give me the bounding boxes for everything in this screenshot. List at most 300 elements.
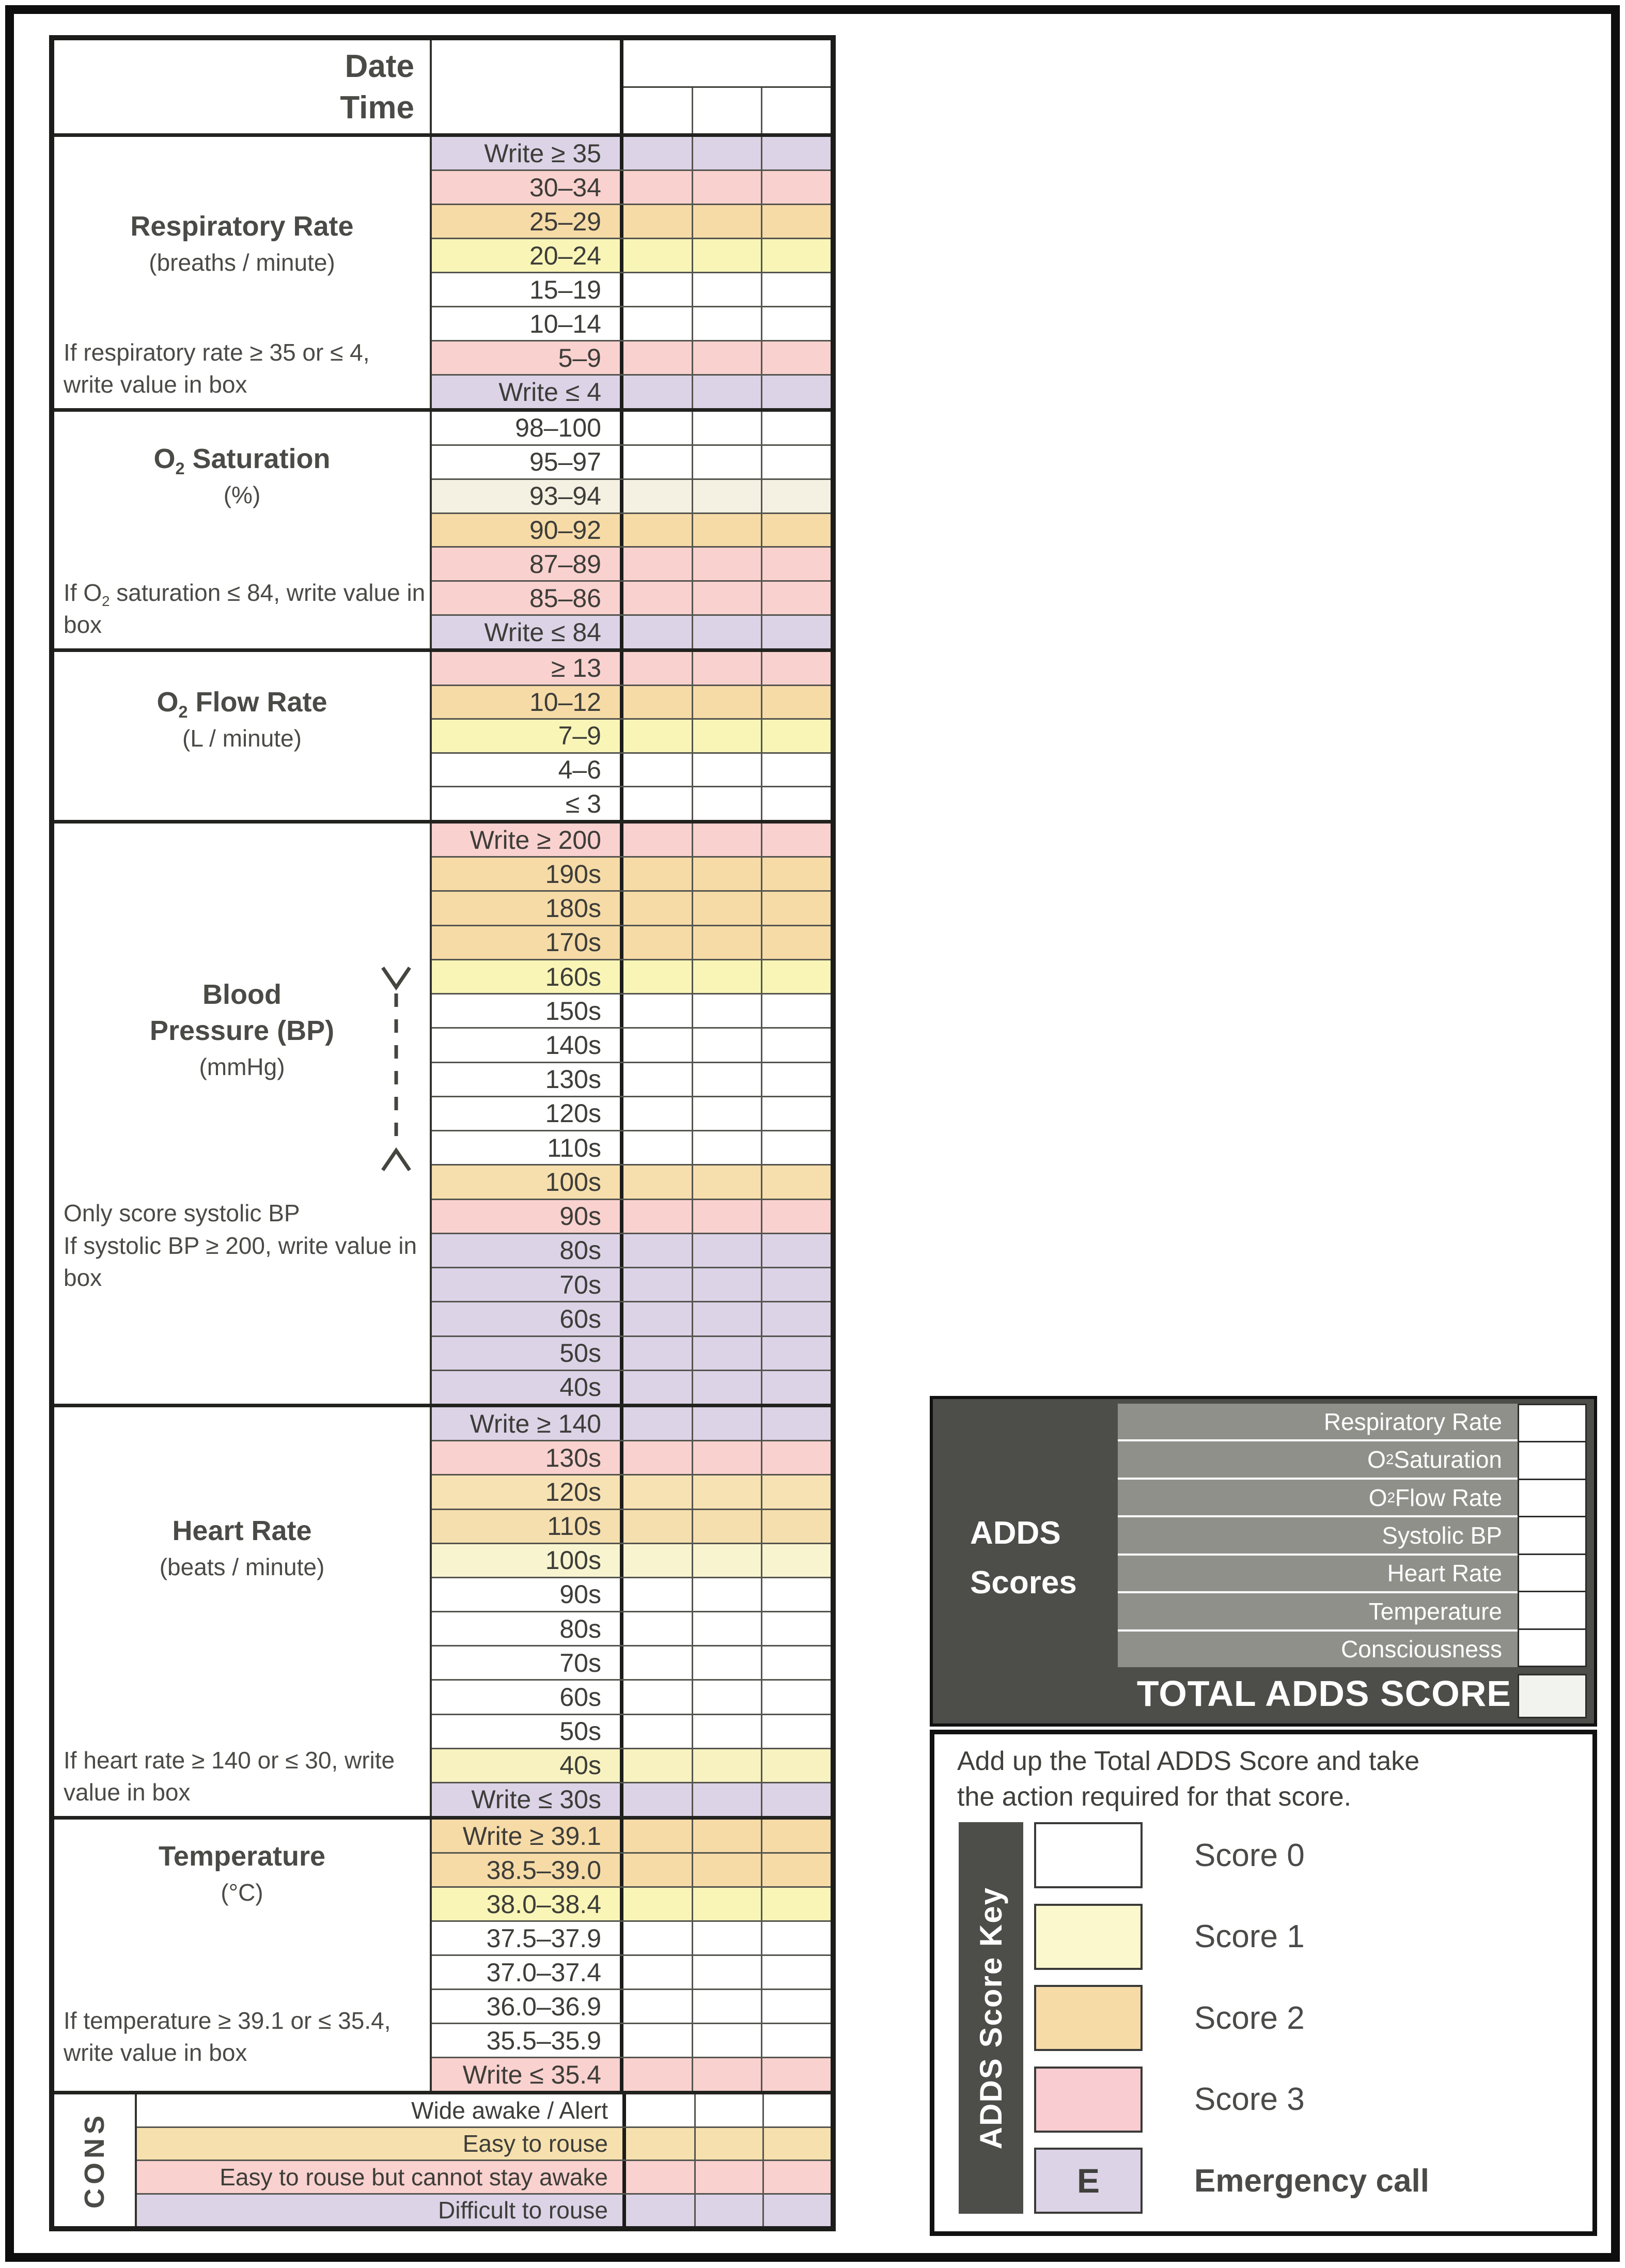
data-cell[interactable] [623, 1646, 692, 1679]
data-cell[interactable] [761, 412, 831, 444]
data-cell[interactable] [761, 686, 831, 719]
data-cell[interactable] [761, 1510, 831, 1543]
note-line: If respiratory rate ≥ 35 or ≤ 4, write value in box [64, 338, 370, 398]
data-cell[interactable] [694, 2094, 762, 2126]
data-cell[interactable] [692, 892, 761, 924]
table-row [432, 1782, 831, 1816]
adds-score-box[interactable] [1519, 1516, 1585, 1553]
data-cell[interactable] [692, 1749, 761, 1782]
adds-scores-panel [930, 1396, 1597, 1727]
data-cell[interactable] [692, 1820, 761, 1852]
data-cell[interactable] [692, 1544, 761, 1577]
data-cell[interactable] [692, 1371, 761, 1404]
data-cell[interactable] [761, 1578, 831, 1611]
data-cell[interactable] [623, 582, 692, 614]
data-cell[interactable] [623, 1234, 692, 1267]
data-cell[interactable] [761, 1234, 831, 1267]
range-label: Write ≤ 4 [432, 376, 623, 408]
data-cell[interactable] [761, 787, 831, 820]
data-cell[interactable] [692, 2058, 761, 2091]
data-cell[interactable] [623, 1475, 692, 1508]
data-cell[interactable] [761, 892, 831, 924]
data-cell[interactable] [692, 1681, 761, 1713]
data-cell[interactable] [692, 1302, 761, 1335]
date-time-labels [54, 40, 432, 133]
data-cell[interactable] [623, 376, 692, 408]
data-cell[interactable] [761, 1475, 831, 1508]
section-o2-flow-rate [54, 648, 831, 820]
table-row [432, 444, 831, 478]
data-cell[interactable] [623, 858, 692, 890]
table-row [432, 993, 831, 1027]
data-cell[interactable] [761, 1200, 831, 1233]
data-cell[interactable] [623, 1749, 692, 1782]
data-cell[interactable] [761, 1029, 831, 1061]
data-cell[interactable] [761, 824, 831, 856]
note-line: If temperature ≥ 39.1 or ≤ 35.4, write value in box [64, 2007, 391, 2067]
data-cell[interactable] [761, 1854, 831, 1886]
data-cell[interactable] [761, 1097, 831, 1130]
section-subtitle: (%) [223, 481, 261, 509]
adds-score-box[interactable] [1519, 1405, 1585, 1441]
data-cell[interactable] [623, 1407, 692, 1440]
adds-score-box[interactable] [1519, 1554, 1585, 1591]
data-cell[interactable] [692, 1646, 761, 1679]
adds-score-row-label: O 2 Flow Rate [1118, 1478, 1519, 1515]
data-cell[interactable] [761, 1166, 831, 1198]
data-cell[interactable] [761, 1715, 831, 1748]
data-cell[interactable] [761, 137, 831, 169]
data-cell[interactable] [692, 1166, 761, 1198]
section-title-block [54, 1407, 430, 1586]
data-cell[interactable] [623, 1888, 692, 1920]
data-cell[interactable] [623, 1820, 692, 1852]
data-cell[interactable] [692, 1854, 761, 1886]
data-cell[interactable] [623, 1854, 692, 1886]
range-label: 36.0–36.9 [432, 1990, 623, 2023]
data-cell[interactable] [692, 446, 761, 478]
table-row [432, 1199, 831, 1233]
data-cell[interactable] [761, 1888, 831, 1920]
data-cell[interactable] [761, 239, 831, 272]
vitals-sections [54, 133, 831, 2091]
range-label: 90s [432, 1200, 623, 1233]
table-row [432, 1543, 831, 1577]
data-cell[interactable] [692, 480, 761, 512]
data-cell[interactable] [623, 960, 692, 993]
data-cell[interactable] [692, 1578, 761, 1611]
range-label: 90–92 [432, 514, 623, 547]
data-cell[interactable] [623, 2058, 692, 2091]
data-cell[interactable] [761, 2058, 831, 2091]
range-label: 60s [432, 1302, 623, 1335]
range-label: 87–89 [432, 548, 623, 580]
data-cell[interactable] [761, 1749, 831, 1782]
table-row [432, 1714, 831, 1748]
data-cell[interactable] [623, 1783, 692, 1816]
data-cell[interactable] [761, 307, 831, 340]
range-label: 15–19 [432, 273, 623, 306]
table-row [432, 890, 831, 924]
data-cell[interactable] [692, 1475, 761, 1508]
data-cell[interactable] [692, 652, 761, 685]
section-title: $O_2$ Flow Rate [157, 687, 327, 721]
data-cell[interactable] [692, 412, 761, 444]
data-cell[interactable] [623, 307, 692, 340]
data-cell[interactable] [623, 273, 692, 306]
data-cell[interactable] [761, 205, 831, 238]
data-cell[interactable] [761, 926, 831, 959]
data-cell[interactable] [623, 1510, 692, 1543]
data-cell[interactable] [761, 1956, 831, 1989]
data-cell[interactable] [623, 1612, 692, 1645]
data-cell[interactable] [692, 205, 761, 238]
data-cell[interactable] [761, 376, 831, 408]
section-rows [432, 137, 831, 408]
data-cell[interactable] [623, 892, 692, 924]
data-cell[interactable] [761, 616, 831, 648]
score-key-instruction [957, 1744, 1419, 1814]
score-label: Emergency call [1194, 2163, 1429, 2199]
data-cell[interactable] [692, 548, 761, 580]
data-cell[interactable] [623, 1371, 692, 1404]
data-cell[interactable] [761, 341, 831, 374]
range-label: 70s [432, 1268, 623, 1301]
adds-score-box[interactable] [1519, 1441, 1585, 1478]
data-cell[interactable] [692, 824, 761, 856]
table-row [432, 1820, 831, 1852]
data-cell[interactable] [623, 1097, 692, 1130]
adds-score-key-panel [930, 1730, 1597, 2236]
cons-row [137, 2126, 831, 2160]
section-note [54, 1197, 430, 1404]
data-cell[interactable] [692, 1990, 761, 2023]
data-cell[interactable] [692, 1715, 761, 1748]
data-cell[interactable] [692, 1441, 761, 1474]
section-temperature [54, 1816, 831, 2091]
range-label: 70s [432, 1646, 623, 1679]
data-cell[interactable] [692, 754, 761, 786]
table-row [432, 2023, 831, 2057]
data-cell[interactable] [623, 1441, 692, 1474]
data-cell[interactable] [761, 960, 831, 993]
data-cell[interactable] [623, 1715, 692, 1748]
data-cell[interactable] [692, 787, 761, 820]
score-label: Score 1 [1194, 1919, 1305, 1954]
range-label: 190s [432, 858, 623, 890]
data-cell[interactable] [761, 1820, 831, 1852]
data-cell[interactable] [623, 995, 692, 1027]
data-cell[interactable] [761, 171, 831, 204]
data-cell[interactable] [692, 995, 761, 1027]
data-cell[interactable] [694, 2195, 762, 2227]
data-cell[interactable] [692, 720, 761, 752]
data-cell[interactable] [692, 514, 761, 547]
table-row [432, 1267, 831, 1301]
data-cell[interactable] [623, 480, 692, 512]
section-label-temperature [54, 1820, 432, 2091]
data-cell[interactable] [692, 1510, 761, 1543]
section-title: Heart Rate [172, 1515, 312, 1546]
adds-score-box[interactable] [1519, 1591, 1585, 1628]
table-row [432, 614, 831, 648]
data-cell[interactable] [692, 1922, 761, 1954]
data-cell[interactable] [761, 548, 831, 580]
header-spacer-cell [432, 40, 623, 133]
data-cell[interactable] [692, 686, 761, 719]
data-cell[interactable] [692, 1268, 761, 1301]
data-cell[interactable] [623, 2024, 692, 2057]
data-cell[interactable] [623, 1166, 692, 1198]
data-cell[interactable] [692, 341, 761, 374]
score-label: Score 3 [1194, 2081, 1305, 2117]
data-cell[interactable] [694, 2161, 762, 2193]
data-cell[interactable] [761, 720, 831, 752]
data-cell[interactable] [762, 2161, 831, 2193]
data-cell[interactable] [761, 480, 831, 512]
range-label: 40s [432, 1749, 623, 1782]
data-cell[interactable] [623, 514, 692, 547]
data-cell[interactable] [623, 926, 692, 959]
data-cell[interactable] [694, 2128, 762, 2160]
range-label: ≤ 3 [432, 787, 623, 820]
table-row [432, 1130, 831, 1164]
table-row [432, 1611, 831, 1645]
range-label: Write ≥ 200 [432, 824, 623, 856]
data-cell[interactable] [623, 787, 692, 820]
data-cell[interactable] [623, 824, 692, 856]
note-line: If heart rate ≥ 140 or ≤ 30, write value in box [64, 1746, 395, 1806]
data-cell[interactable] [692, 1131, 761, 1164]
data-cell[interactable] [761, 514, 831, 547]
section-title: Respiratory Rate [130, 211, 354, 242]
date-entry-cell[interactable] [623, 40, 831, 86]
adds-title-line2: Scores [970, 1565, 1077, 1601]
data-cell[interactable] [761, 1441, 831, 1474]
data-cell[interactable] [623, 616, 692, 648]
data-cell[interactable] [623, 686, 692, 719]
section-title: Temperature [158, 1841, 326, 1872]
range-label: 120s [432, 1475, 623, 1508]
data-cell[interactable] [761, 1681, 831, 1713]
adds-title-line1: ADDS [970, 1515, 1061, 1551]
range-label: 80s [432, 1234, 623, 1267]
data-cell[interactable] [692, 1407, 761, 1440]
data-cell[interactable] [761, 446, 831, 478]
range-label: 4–6 [432, 754, 623, 786]
data-cell[interactable] [761, 2024, 831, 2057]
data-cell[interactable] [692, 1888, 761, 1920]
data-cell[interactable] [692, 1097, 761, 1130]
data-cell[interactable] [623, 1956, 692, 1989]
data-cell[interactable] [623, 1131, 692, 1164]
table-row [432, 478, 831, 512]
data-cell[interactable] [692, 582, 761, 614]
data-cell[interactable] [761, 1407, 831, 1440]
data-cell[interactable] [692, 1956, 761, 1989]
data-cell[interactable] [761, 273, 831, 306]
section-rows [432, 652, 831, 820]
section-subtitle: (°C) [221, 1879, 263, 1906]
data-cell[interactable] [692, 1337, 761, 1370]
data-cell[interactable] [761, 1302, 831, 1335]
section-subtitle: (beats / minute) [159, 1554, 325, 1581]
range-label: 100s [432, 1166, 623, 1198]
range-label: 180s [432, 892, 623, 924]
data-cell[interactable] [623, 341, 692, 374]
cons-row-label: Easy to rouse but cannot stay awake [137, 2161, 626, 2193]
data-cell[interactable] [692, 137, 761, 169]
data-cell[interactable] [623, 239, 692, 272]
data-cell[interactable] [761, 754, 831, 786]
data-cell[interactable] [761, 858, 831, 890]
cons-row-label: Wide awake / Alert [137, 2094, 626, 2126]
data-cell[interactable] [623, 652, 692, 685]
data-cell[interactable] [623, 1337, 692, 1370]
adds-score-row-label: Temperature [1118, 1591, 1519, 1629]
section-subtitle: (breaths / minute) [149, 249, 335, 276]
range-label: Write ≥ 35 [432, 137, 623, 169]
data-cell[interactable] [761, 1337, 831, 1370]
time-entry-cell[interactable] [692, 88, 761, 134]
table-row [432, 752, 831, 786]
data-cell[interactable] [692, 1234, 761, 1267]
cons-vertical-label [54, 2094, 137, 2226]
time-entry-cell[interactable] [623, 88, 692, 134]
data-cell[interactable] [623, 205, 692, 238]
data-cell[interactable] [626, 2161, 694, 2193]
data-cell[interactable] [623, 171, 692, 204]
data-cell[interactable] [623, 1990, 692, 2023]
data-cell[interactable] [761, 1990, 831, 2023]
score-key-bar-text: ADDS Score Key [974, 1886, 1008, 2150]
table-row [432, 1577, 831, 1611]
data-cell[interactable] [623, 1200, 692, 1233]
data-cell[interactable] [623, 446, 692, 478]
data-cell[interactable] [692, 926, 761, 959]
adds-score-row-label: Consciousness [1118, 1629, 1519, 1667]
data-cell[interactable] [692, 2024, 761, 2057]
data-cell[interactable] [692, 171, 761, 204]
section-rows [432, 412, 831, 648]
data-cell[interactable] [761, 1371, 831, 1404]
data-cell[interactable] [761, 995, 831, 1027]
table-row [432, 2057, 831, 2091]
section-consciousness [54, 2091, 831, 2226]
data-cell[interactable] [623, 137, 692, 169]
section-title: Pressure (BP) [149, 1015, 335, 1047]
data-cell[interactable] [692, 960, 761, 993]
section-note [54, 336, 430, 408]
data-cell[interactable] [623, 548, 692, 580]
data-cell[interactable] [623, 1681, 692, 1713]
table-row [432, 1920, 831, 1954]
data-cell[interactable] [761, 652, 831, 685]
data-cell[interactable] [761, 1783, 831, 1816]
table-row [432, 512, 831, 547]
table-row [432, 1407, 831, 1440]
section-rows [432, 824, 831, 1404]
table-row [432, 1301, 831, 1335]
time-label: Time [340, 89, 414, 126]
data-cell[interactable] [761, 1131, 831, 1164]
section-label-o2-flow-rate [54, 652, 432, 820]
data-cell[interactable] [623, 1544, 692, 1577]
time-entry-cell[interactable] [761, 88, 831, 134]
adds-score-row-labels [1118, 1404, 1519, 1667]
data-cell[interactable] [623, 754, 692, 786]
score-label: Score 2 [1194, 2000, 1305, 2036]
data-cell[interactable] [762, 2094, 831, 2126]
data-cell[interactable] [692, 376, 761, 408]
section-note [54, 1744, 430, 1816]
data-cell[interactable] [761, 1612, 831, 1645]
adds-score-row-label: Heart Rate [1118, 1554, 1519, 1591]
data-cell[interactable] [623, 1063, 692, 1096]
table-row [432, 340, 831, 374]
data-cell[interactable] [692, 616, 761, 648]
data-cell[interactable] [761, 1922, 831, 1954]
data-cell[interactable] [623, 1578, 692, 1611]
adds-score-key-bar [959, 1822, 1023, 2214]
data-cell[interactable] [623, 412, 692, 444]
data-cell[interactable] [692, 858, 761, 890]
data-cell[interactable] [692, 1063, 761, 1096]
data-cell[interactable] [626, 2195, 694, 2227]
data-cell[interactable] [692, 1783, 761, 1816]
range-label: 120s [432, 1097, 623, 1130]
data-cell[interactable] [761, 1544, 831, 1577]
table-row [432, 856, 831, 890]
score-swatch [1034, 1822, 1143, 1888]
table-row [432, 204, 831, 238]
data-cell[interactable] [762, 2195, 831, 2227]
data-cell[interactable] [692, 239, 761, 272]
data-cell[interactable] [761, 582, 831, 614]
data-cell[interactable] [761, 1063, 831, 1096]
data-cell[interactable] [692, 273, 761, 306]
data-cell[interactable] [692, 307, 761, 340]
data-cell[interactable] [692, 1200, 761, 1233]
data-cell[interactable] [692, 1029, 761, 1061]
table-row [432, 1440, 831, 1474]
range-label: 37.5–37.9 [432, 1922, 623, 1954]
data-cell[interactable] [692, 1612, 761, 1645]
range-label: Write ≤ 84 [432, 616, 623, 648]
score-key-entry [1034, 1985, 1582, 2051]
data-cell[interactable] [623, 720, 692, 752]
data-cell[interactable] [623, 1268, 692, 1301]
section-title-block [54, 652, 430, 757]
data-cell[interactable] [761, 1646, 831, 1679]
adds-score-box[interactable] [1519, 1628, 1585, 1666]
data-cell[interactable] [762, 2128, 831, 2160]
total-adds-score-entry-box[interactable] [1518, 1674, 1587, 1718]
table-row [432, 959, 831, 993]
data-cell[interactable] [761, 1268, 831, 1301]
data-cell[interactable] [626, 2094, 694, 2126]
section-title-block [54, 1820, 430, 1911]
data-cell[interactable] [623, 1302, 692, 1335]
data-cell[interactable] [623, 1029, 692, 1061]
instruction-line2: the action required for that score. [957, 1781, 1352, 1812]
section-heart-rate [54, 1404, 831, 1816]
range-label: 130s [432, 1063, 623, 1096]
adds-score-box[interactable] [1519, 1479, 1585, 1516]
range-label: 5–9 [432, 341, 623, 374]
data-cell[interactable] [626, 2128, 694, 2160]
data-cell[interactable] [623, 1922, 692, 1954]
